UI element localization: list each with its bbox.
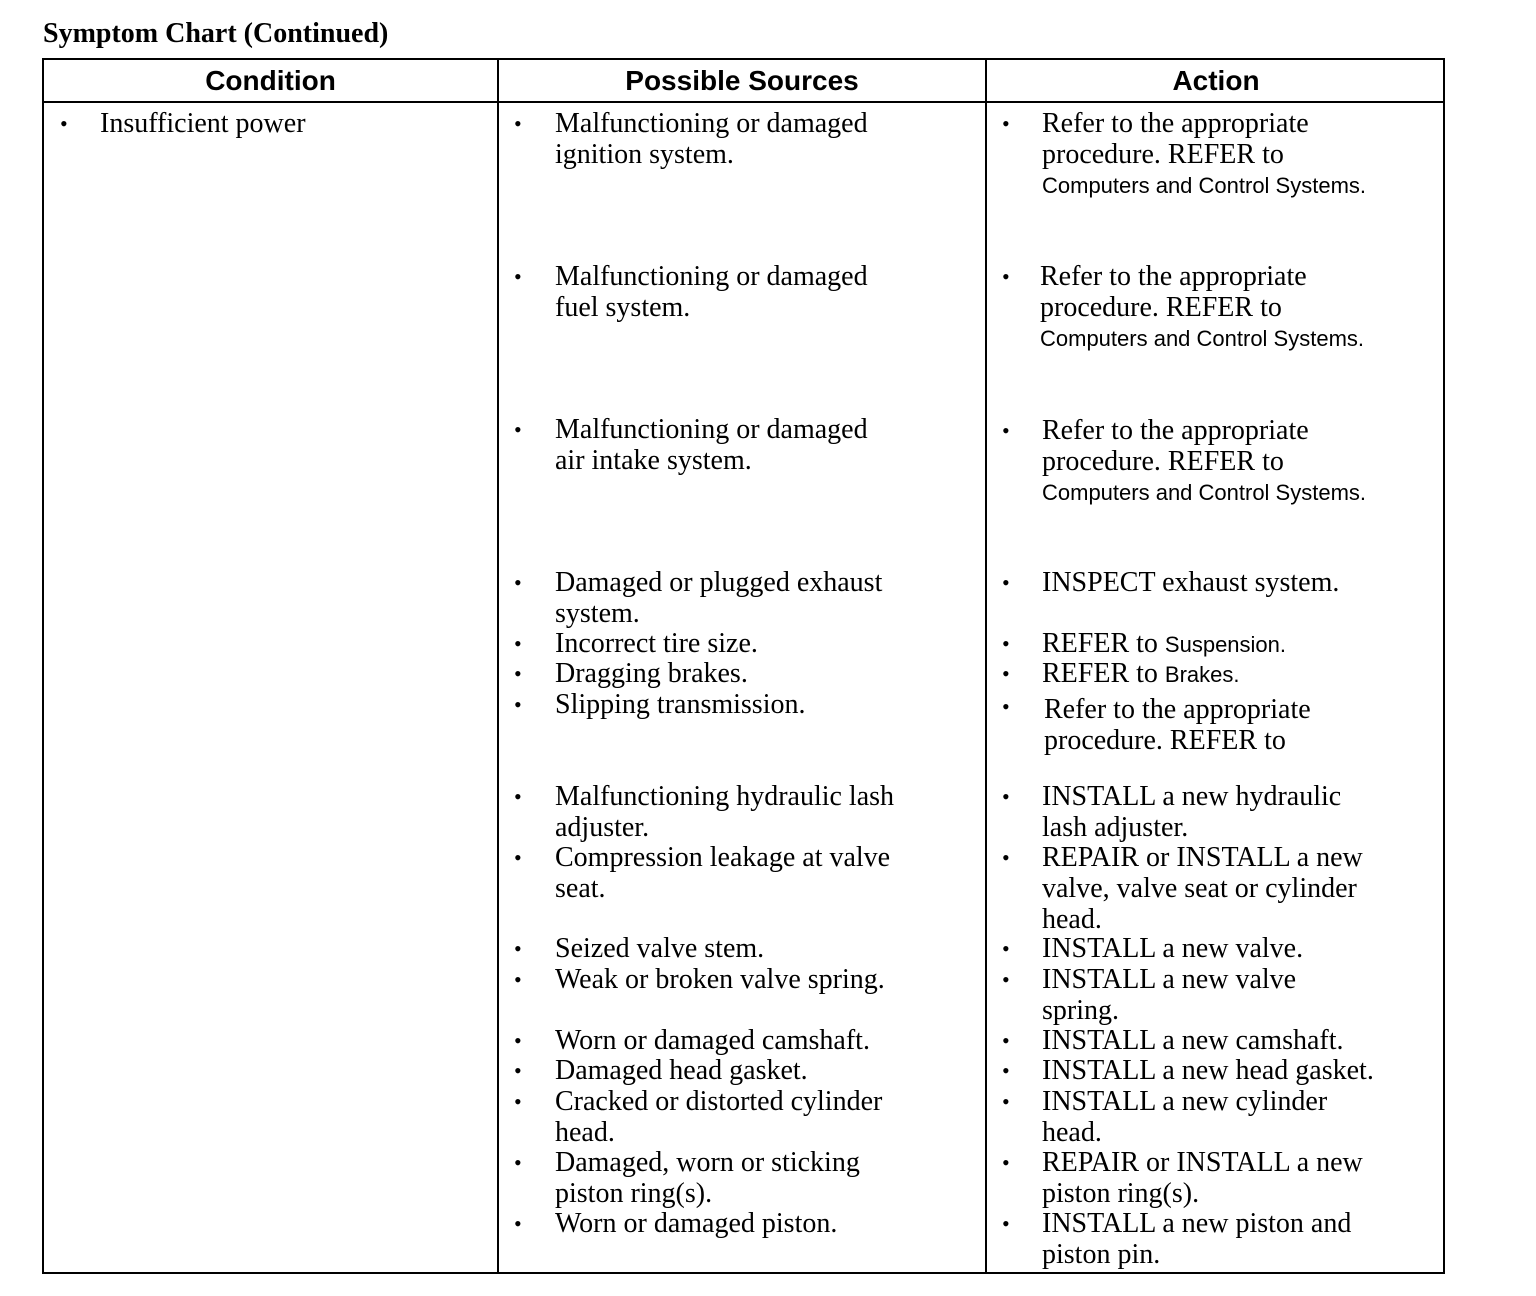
action-line: INSTALL a new valve — [1042, 964, 1297, 995]
source-item: Seized valve stem. — [555, 933, 765, 964]
action-line: Refer to the appropriate — [1042, 108, 1309, 139]
source-line: Damaged or plugged exhaust — [555, 567, 883, 598]
bullet-icon: • — [514, 417, 522, 442]
bullet-icon: • — [514, 661, 522, 686]
bullet-icon: • — [514, 1028, 522, 1053]
action-item — [1042, 964, 1296, 1026]
header-condition: Condition — [205, 65, 336, 96]
bullet-icon: • — [1002, 967, 1010, 992]
bullet-icon: • — [1002, 661, 1010, 686]
source-line: air intake system. — [555, 445, 752, 476]
source-line: system. — [555, 598, 640, 629]
source-line: adjuster. — [555, 812, 650, 843]
source-line: Malfunctioning or damaged — [555, 261, 868, 292]
source-item: Worn or damaged camshaft. — [555, 1025, 870, 1056]
bullet-icon: • — [514, 845, 522, 870]
action-item — [1042, 1086, 1327, 1148]
action-item — [1040, 261, 1364, 354]
action-item: INSTALL a new valve. — [1042, 933, 1304, 964]
source-item: Dragging brakes. — [555, 658, 748, 689]
bullet-icon: • — [1002, 784, 1010, 809]
bullet-icon: • — [1002, 1028, 1010, 1053]
action-item: INSTALL a new head gasket. — [1042, 1055, 1374, 1086]
bullet-icon: • — [1002, 694, 1010, 719]
bullet-icon: • — [514, 967, 522, 992]
header-possible-sources: Possible Sources — [625, 65, 859, 96]
source-line: piston ring(s). — [555, 1178, 713, 1209]
bullet-icon: • — [1002, 1089, 1010, 1114]
source-item: Slipping transmission. — [555, 689, 806, 720]
source-line: seat. — [555, 873, 606, 904]
action-item — [1042, 842, 1363, 935]
action-line: INSTALL a new cylinder — [1042, 1086, 1328, 1117]
bullet-icon: • — [514, 1150, 522, 1175]
bullet-icon: • — [1002, 1150, 1010, 1175]
action-item — [1042, 628, 1286, 660]
action-reference: Computers and Control Systems. — [1042, 173, 1367, 198]
bullet-icon: • — [514, 784, 522, 809]
action-line: procedure. REFER to — [1044, 725, 1286, 756]
bullet-icon: • — [1002, 570, 1010, 595]
action-line: REPAIR or INSTALL a new — [1042, 1147, 1363, 1178]
bullet-icon: • — [1002, 264, 1010, 289]
source-line: Malfunctioning hydraulic lash — [555, 781, 895, 812]
column-divider — [497, 60, 499, 1272]
source-line: Malfunctioning or damaged — [555, 108, 868, 139]
action-line: head. — [1042, 1117, 1102, 1148]
action-prefix: REFER to — [1042, 658, 1158, 689]
action-item — [1042, 658, 1240, 690]
bullet-icon: • — [514, 631, 522, 656]
source-item — [555, 1086, 882, 1148]
action-reference: Computers and Control Systems. — [1042, 480, 1367, 505]
source-line: Compression leakage at valve — [555, 842, 891, 873]
bullet-icon: • — [514, 692, 522, 717]
bullet-icon: • — [60, 111, 68, 136]
source-item: Weak or broken valve spring. — [555, 964, 885, 995]
symptom-chart-table — [42, 58, 1445, 1274]
source-item — [555, 108, 868, 170]
source-item: Damaged head gasket. — [555, 1055, 808, 1086]
action-item — [1042, 415, 1366, 508]
bullet-icon: • — [1002, 111, 1010, 136]
bullet-icon: • — [514, 936, 522, 961]
action-item: INSTALL a new camshaft. — [1042, 1025, 1344, 1056]
page-title: Symptom Chart (Continued) — [43, 18, 389, 49]
source-item: Incorrect tire size. — [555, 628, 758, 659]
action-line: procedure. REFER to — [1042, 139, 1284, 170]
source-item — [555, 567, 882, 629]
action-line: piston ring(s). — [1042, 1178, 1200, 1209]
action-line: Refer to the appropriate — [1040, 261, 1307, 292]
bullet-icon: • — [1002, 631, 1010, 656]
source-line: Cracked or distorted cylinder — [555, 1086, 883, 1117]
source-item: Worn or damaged piston. — [555, 1208, 838, 1239]
condition-text: Insufficient power — [100, 108, 306, 139]
bullet-icon: • — [514, 111, 522, 136]
action-line: INSTALL a new piston and — [1042, 1208, 1352, 1239]
action-item — [1042, 1147, 1363, 1209]
bullet-icon: • — [514, 1089, 522, 1114]
column-divider — [985, 60, 987, 1272]
bullet-icon: • — [1002, 1211, 1010, 1236]
action-item — [1044, 694, 1311, 756]
action-line: procedure. REFER to — [1040, 292, 1282, 323]
action-item — [1042, 108, 1366, 201]
action-reference: Computers and Control Systems. — [1040, 326, 1365, 351]
action-line: lash adjuster. — [1042, 812, 1189, 843]
bullet-icon: • — [1002, 418, 1010, 443]
source-line: Damaged, worn or sticking — [555, 1147, 860, 1178]
action-item: INSPECT exhaust system. — [1042, 567, 1340, 598]
header-action: Action — [1172, 65, 1260, 96]
action-line: INSTALL a new hydraulic — [1042, 781, 1342, 812]
bullet-icon: • — [514, 1058, 522, 1083]
source-line: ignition system. — [555, 139, 734, 170]
source-item — [555, 1147, 860, 1209]
bullet-icon: • — [514, 1211, 522, 1236]
source-item — [555, 261, 868, 323]
action-reference: Brakes. — [1164, 662, 1240, 687]
source-line: head. — [555, 1117, 615, 1148]
bullet-icon: • — [1002, 1058, 1010, 1083]
action-prefix: REFER to — [1042, 628, 1158, 659]
bullet-icon: • — [514, 570, 522, 595]
action-line: Refer to the appropriate — [1044, 694, 1311, 725]
action-item — [1042, 781, 1341, 843]
action-item — [1042, 1208, 1351, 1270]
bullet-icon: • — [1002, 936, 1010, 961]
source-item — [555, 414, 868, 476]
action-line: valve, valve seat or cylinder — [1042, 873, 1357, 904]
action-line: Refer to the appropriate — [1042, 415, 1309, 446]
bullet-icon: • — [514, 264, 522, 289]
action-line: REPAIR or INSTALL a new — [1042, 842, 1363, 873]
action-line: head. — [1042, 904, 1102, 935]
source-line: fuel system. — [555, 292, 691, 323]
action-line: spring. — [1042, 995, 1119, 1026]
header-divider — [44, 101, 1443, 103]
action-line: piston pin. — [1042, 1239, 1161, 1270]
source-item — [555, 842, 890, 904]
source-line: Malfunctioning or damaged — [555, 414, 868, 445]
bullet-icon: • — [1002, 845, 1010, 870]
source-item — [555, 781, 894, 843]
action-line: procedure. REFER to — [1042, 446, 1284, 477]
action-reference: Suspension. — [1164, 632, 1287, 657]
